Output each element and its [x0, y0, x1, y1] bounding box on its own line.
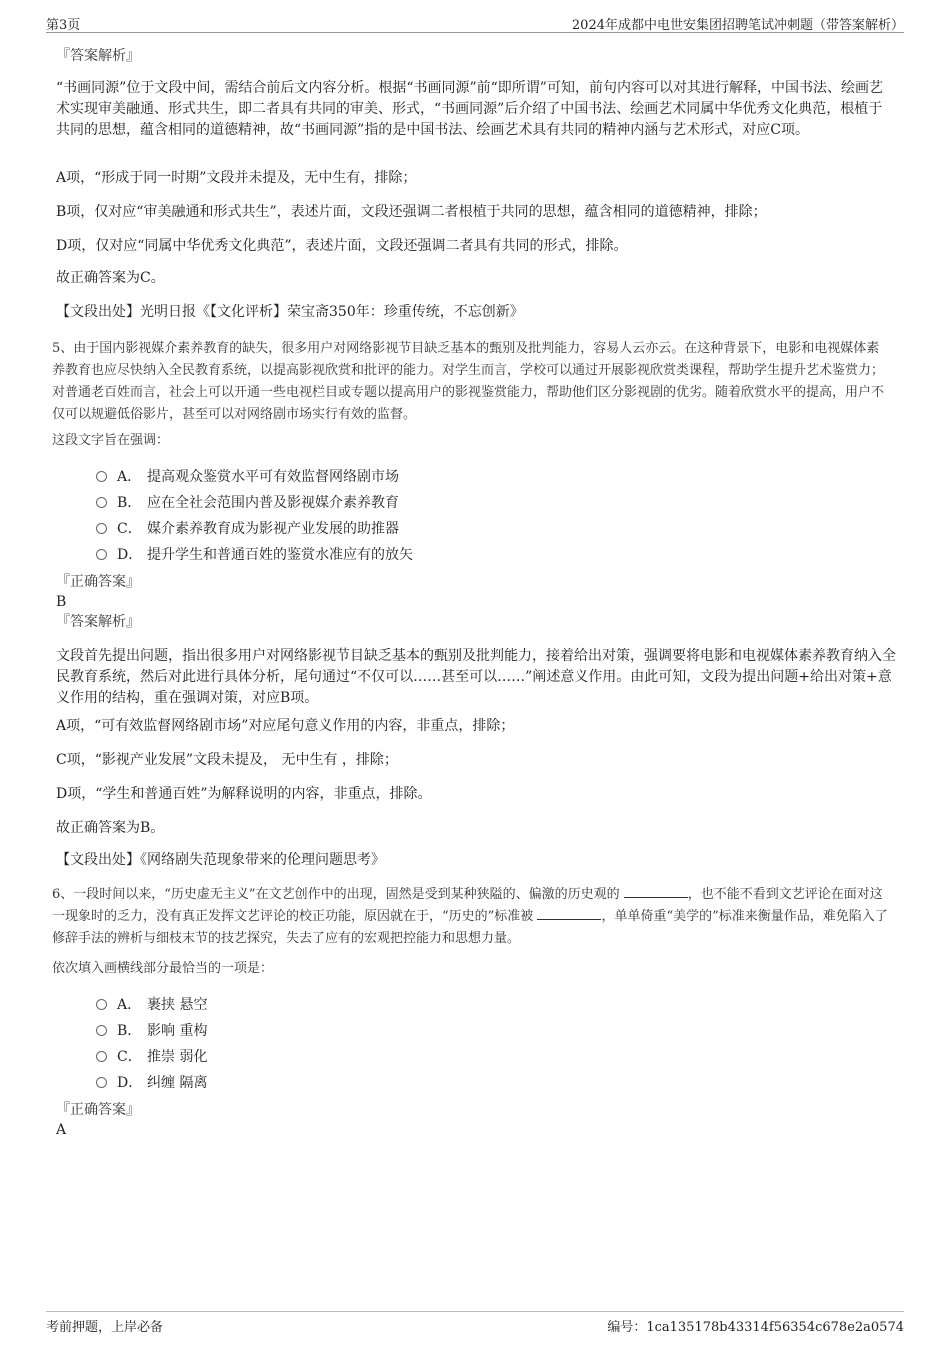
q5-option-d[interactable]: D． 提升学生和普通百姓的鉴赏水准应有的放矢 — [96, 545, 413, 565]
q6-prompt: 依次填入画横线部分最恰当的一项是： — [52, 961, 274, 976]
q5-conclusion: 故正确答案为B。 — [56, 820, 165, 836]
radio-icon[interactable] — [96, 1051, 107, 1062]
q4-option-a-note: A项，“形成于同一时期”文段并未提及，无中生有，排除； — [56, 170, 417, 186]
radio-icon[interactable] — [96, 471, 107, 482]
q4-conclusion: 故正确答案为C。 — [56, 270, 165, 286]
blank-2 — [537, 919, 601, 920]
radio-icon[interactable] — [96, 549, 107, 560]
page-footer — [46, 1311, 904, 1335]
page-number: 第3页 — [46, 18, 81, 33]
q5-analysis-label: 『答案解析』 — [56, 614, 140, 630]
q6-answer: A — [56, 1122, 67, 1138]
q4-analysis-label: 『答案解析』 — [56, 48, 140, 64]
q5-source: 【文段出处】《网络剧失范现象带来的伦理问题思考》 — [56, 852, 385, 868]
page-header — [46, 10, 904, 33]
q5-answer-label: 『正确答案』 — [56, 574, 140, 590]
q5-option-b[interactable]: B． 应在全社会范围内普及影视媒介素养教育 — [96, 493, 399, 513]
q5-analysis: 文段首先提出问题，指出很多用户对网络影视节目缺乏基本的甄别及批判能力，接着给出对策，强调要将电影和电视媒体素养教育纳入全民教育系统，然后对此进行具体分析，尾句通过“不仅可以……甚至可以……”阐述意义作用。由此可知，文段为提出问题+给出对策+意义作用的结构，重在强调对策，对应B项。 — [56, 648, 896, 706]
document-id: 编号：1ca135178b43314f56354c678e2a0574 — [607, 1320, 904, 1335]
radio-icon[interactable] — [96, 523, 107, 534]
q5-option-d-note: D项，“学生和普通百姓”为解释说明的内容，非重点，排除。 — [56, 786, 432, 802]
document-title: 2024年成都中电世安集团招聘笔试冲刺题（带答案解析） — [571, 18, 904, 33]
radio-icon[interactable] — [96, 1077, 107, 1088]
q5-option-c[interactable]: C． 媒介素养教育成为影视产业发展的助推器 — [96, 519, 399, 539]
blank-1 — [624, 897, 688, 898]
q6-question: 6、一段时间以来，“历史虚无主义”在文艺创作中的出现，固然是受到某种狭隘的、偏激的历史观的 ，也不能不看到文艺评论在面对这一现象时的乏力，没有真正发挥文艺评论的校正功能，原因就在于，“历史的”标准被 ，单单倚重“美学的”标准来衡量作品，难免陷入了修辞手法的辨析与细枝末节的技艺探究，失去了应有的宏观把控能力和思想力量。 — [52, 887, 888, 946]
q6-option-d[interactable]: D． 纠缠 隔离 — [96, 1073, 207, 1093]
q5-option-a-note: A项，“可有效监督网络剧市场”对应尾句意义作用的内容，非重点，排除； — [56, 718, 515, 734]
q4-analysis: “书画同源”位于文段中间，需结合前后文内容分析。根据“书画同源”前“即所谓”可知，前句内容可以对其进行解释，中国书法、绘画艺术实现审美融通、形式共生，即二者具有共同的审美、形式，“书画同源”后介绍了中国书法、绘画艺术同属中华优秀文化典范，根植于共同的思想，蕴含相同的道德精神，故“书画同源”指的是中国书法、绘画艺术具有共同的精神内涵与艺术形式，对应C项。 — [56, 80, 883, 138]
radio-icon[interactable] — [96, 1025, 107, 1036]
q4-option-b-note: B项，仅对应“审美融通和形式共生”，表述片面，文段还强调二者根植于共同的思想，蕴含相同的道德精神，排除； — [56, 204, 767, 220]
q6-option-b[interactable]: B． 影响 重构 — [96, 1021, 207, 1041]
q5-answer: B — [56, 594, 67, 610]
q5-option-c-note: C项，“影视产业发展”文段未提及， 无中生有 ，排除； — [56, 752, 398, 768]
q6-option-a[interactable]: A． 裹挟 悬空 — [96, 995, 207, 1015]
q6-option-c[interactable]: C． 推崇 弱化 — [96, 1047, 207, 1067]
q4-source: 【文段出处】光明日报《【文化评析】荣宝斋350年：珍重传统，不忘创新》 — [56, 304, 524, 320]
radio-icon[interactable] — [96, 497, 107, 508]
footer-slogan: 考前押题，上岸必备 — [46, 1320, 164, 1335]
radio-icon[interactable] — [96, 999, 107, 1010]
q4-option-d-note: D项，仅对应“同属中华优秀文化典范”，表述片面，文段还强调二者具有共同的形式，排除。 — [56, 238, 628, 254]
q5-option-a[interactable]: A． 提高观众鉴赏水平可有效监督网络剧市场 — [96, 467, 399, 487]
q6-answer-label: 『正确答案』 — [56, 1102, 140, 1118]
q5-question: 5、由于国内影视媒介素养教育的缺失，很多用户对网络影视节目缺乏基本的甄别及批判能力，容易人云亦云。在这种背景下，电影和电视媒体素养教育也应尽快纳入全民教育系统，以提高影视欣赏和批评的能力。对学生而言，学校可以通过开展影视欣赏类课程，帮助学生提升艺术鉴赏力；对普通老百姓而言，社会上可以开通一些电视栏目或专题以提高用户的影视鉴赏能力，帮助他们区分影视剧的优劣。随着欣赏水平的提高，用户不仅可以规避低俗影片，甚至可以对网络剧市场实行有效的监督。 — [52, 341, 885, 422]
q5-prompt: 这段文字旨在强调： — [52, 433, 170, 448]
